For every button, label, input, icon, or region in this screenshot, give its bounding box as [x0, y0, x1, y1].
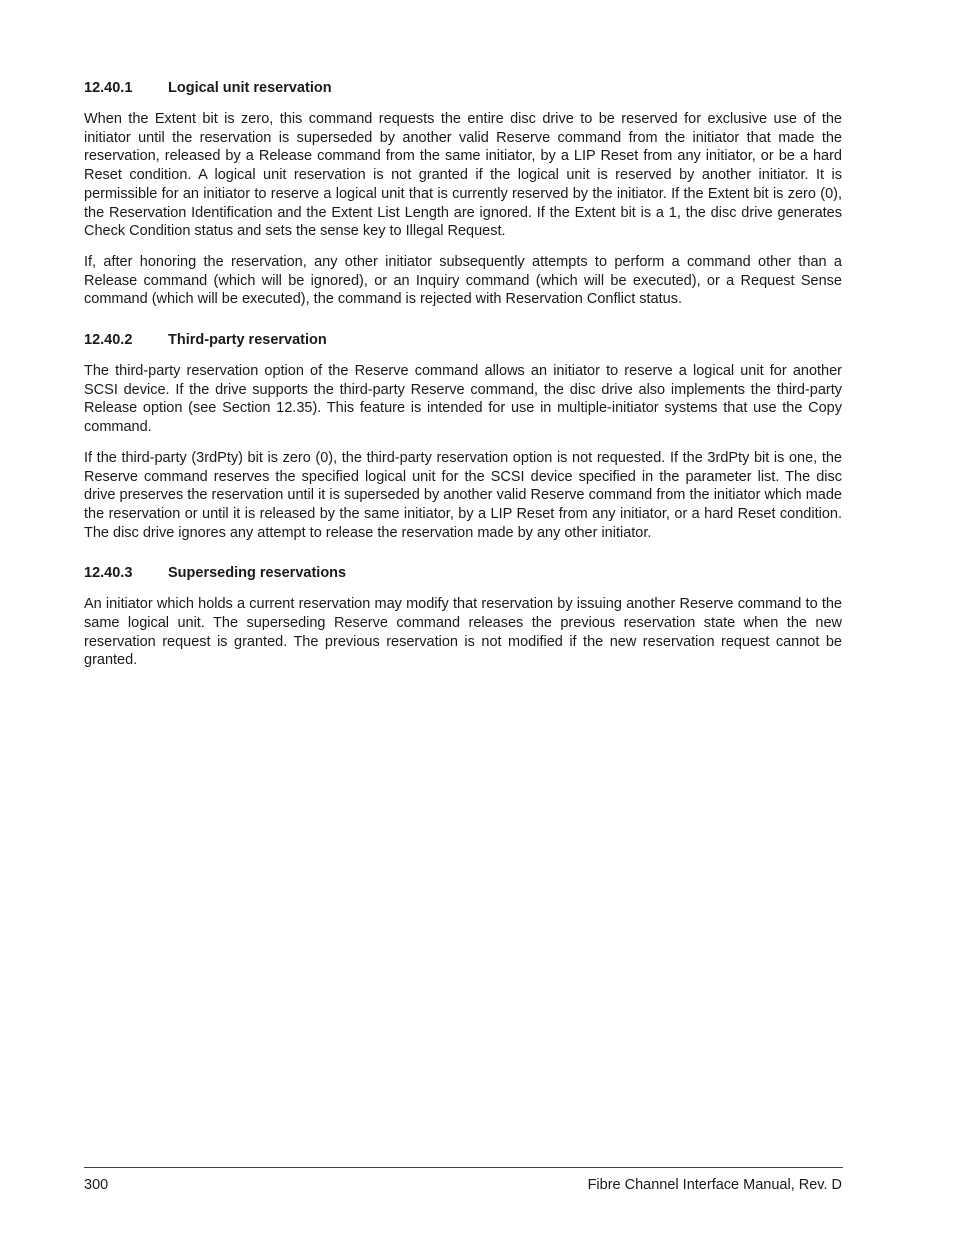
- section-superseding-reservations: [84, 564, 842, 670]
- page-footer: [84, 1176, 842, 1194]
- body-paragraph: When the Extent bit is zero, this command requests the entire disc drive to be reserved for exclusive use of the initiator until the reservation is superseded by another valid Reserve command from the initiator that made the reservation, released by a Release command from the same initiator, by a LIP Reset from any initiator, or be a hard Reset condition. A logical unit reservation is not granted if the logical unit is reserved by another initiator. It is permissible for an initiator to reserve a logical unit that is currently reserved by the initiator. If the Extent bit is zero (0), the Reservation Identification and the Extent List Length are ignored. If the Extent bit is a 1, the disc drive generates Check Condition status and sets the sense key to Illegal Request.: [84, 111, 842, 240]
- body-paragraph: The third-party reservation option of the Reserve command allows an initiator to reserve a logical unit for another SCSI device. If the drive supports the third-party Reserve command, the disc drive also implements the third-party Release option (see Section 12.35). This feature is intended for use in multiple-initiator systems that use the Copy command.: [84, 363, 842, 436]
- section-heading: [84, 331, 842, 349]
- section-third-party-reservation: [84, 331, 842, 542]
- body-paragraph: An initiator which holds a current reservation may modify that reservation by issuing another Reserve command to the same logical unit. The superseding Reserve command releases the previous reservation state when the new reservation request is granted. The previous reservation is not modified if the new reservation request cannot be granted.: [84, 596, 842, 669]
- page-content: [84, 79, 842, 682]
- section-heading: [84, 79, 842, 97]
- section-title: Logical unit reservation: [168, 80, 332, 96]
- section-number: 12.40.1: [84, 80, 133, 96]
- document-title: Fibre Channel Interface Manual, Rev. D: [587, 1177, 842, 1193]
- page-number: 300: [84, 1177, 109, 1193]
- section-number: 12.40.3: [84, 565, 133, 582]
- section-heading: [84, 564, 842, 582]
- section-title: Third-party reservation: [168, 332, 327, 349]
- section-logical-unit-reservation: [84, 79, 842, 309]
- body-paragraph: If, after honoring the reservation, any other initiator subsequently attempts to perform a command other than a Release command (which will be ignored), or an Inquiry command (which will be executed), or a Request Sense command (which will be executed), the command is rejected with Reservation Conflict status.: [84, 253, 842, 308]
- section-number: 12.40.2: [84, 332, 133, 349]
- footer-divider: [84, 1167, 843, 1168]
- body-paragraph: If the third-party (3rdPty) bit is zero (0), the third-party reservation option is not requested. If the 3rdPty bit is one, the Reserve command reserves the specified logical unit for the SCSI device specified in the parameter list. The disc drive preserves the reservation until it is superseded by another valid Reserve command from the initiator which made the reservation or until it is released by the same initiator, by a LIP Reset from any initiator, or a hard Reset condition. The disc drive ignores any attempt to release the reservation made by any other initiator.: [84, 449, 842, 541]
- section-title: Superseding reservations: [168, 565, 347, 582]
